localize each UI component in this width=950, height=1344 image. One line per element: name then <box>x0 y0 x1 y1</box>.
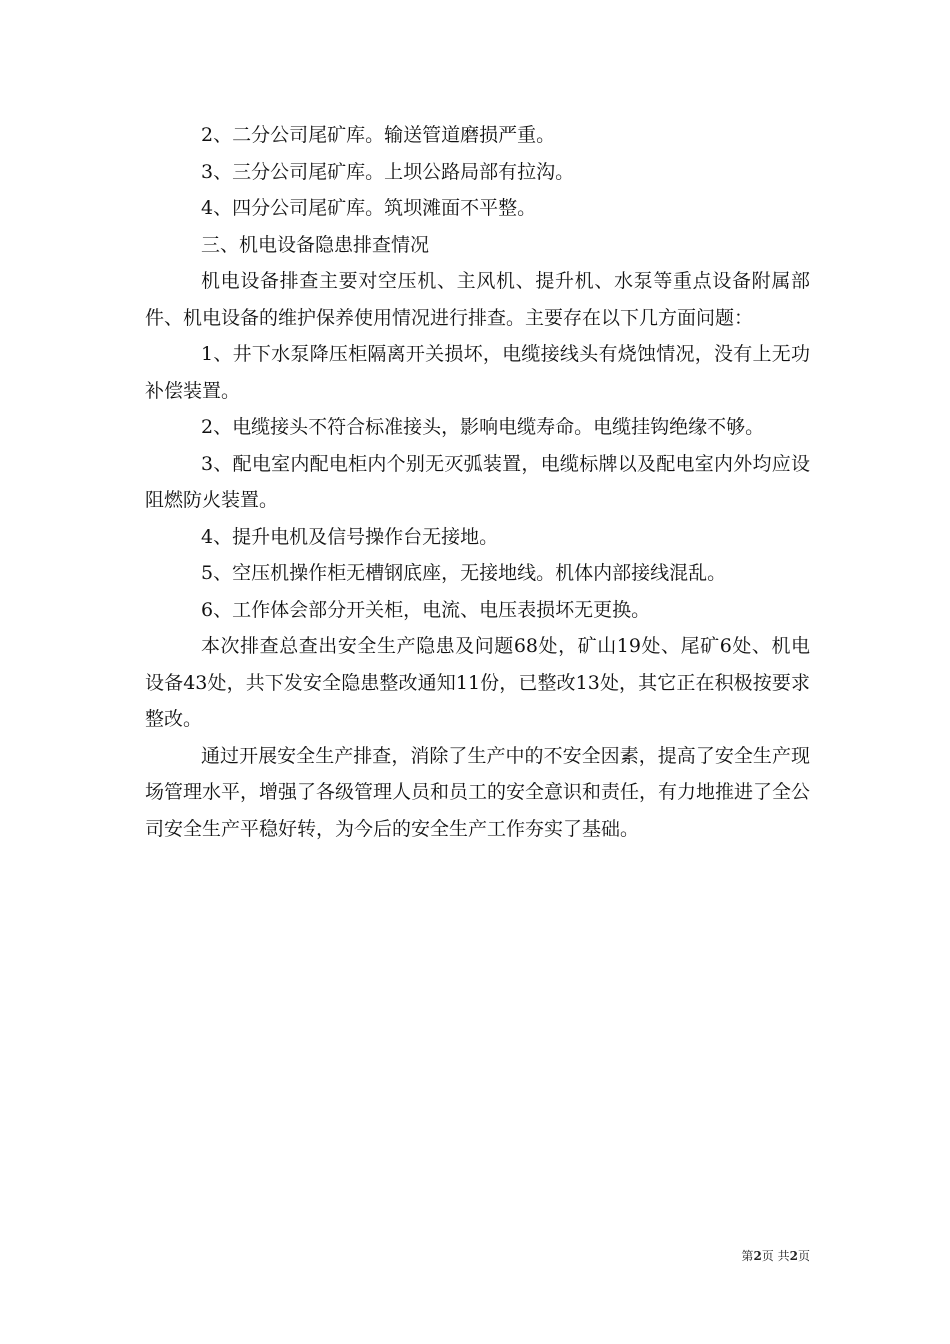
issue-item-6: 6、工作体会部分开关柜，电流、电压表损坏无更换。 <box>201 598 651 621</box>
footer-middle: 页 共 <box>761 1249 790 1263</box>
issue-item-4: 4、提升电机及信号操作台无接地。 <box>201 525 499 548</box>
footer-prefix: 第 <box>741 1249 754 1263</box>
tailings-item-3: 3、三分公司尾矿库。上坝公路局部有拉沟。 <box>201 160 575 183</box>
conclusion-paragraph: 通过开展安全生产排查，消除了生产中的不安全因素，提高了安全生产现场管理水平，增强了各级管理人员和员工的安全意识和责任，有力地推进了全公司安全生产平稳好转，为今后的安全生产工作夯实了基础。 <box>145 744 811 840</box>
tailings-item-4: 4、四分公司尾矿库。筑坝滩面不平整。 <box>201 197 537 219</box>
issue-item-1: 1、井下水泵降压柜隔离开关损坏，电缆接线头有烧蚀情况，没有上无功补偿装置。 <box>145 343 810 402</box>
section-heading: 三、机电设备隐患排查情况 <box>201 233 430 256</box>
current-page-number: 2 <box>753 1249 762 1263</box>
footer-suffix: 页 <box>797 1249 810 1263</box>
issue-item-2: 2、电缆接头不符合标准接头，影响电缆寿命。电缆挂钩绝缘不够。 <box>201 416 765 438</box>
issue-item-3: 3、配电室内配电柜内个别无灭弧装置，电缆标牌以及配电室内外均应设阻燃防火装置。 <box>145 452 810 511</box>
summary-paragraph: 本次排查总查出安全生产隐患及问题68处，矿山19处、尾矿6处、机电设备43处，共下发安全隐患整改通知11份，已整改13处，其它正在积极按要求整改。 <box>145 635 810 730</box>
document-body <box>145 117 810 847</box>
issue-item-5: 5、空压机操作柜无槽钢底座，无接地线。机体内部接线混乱。 <box>201 562 727 584</box>
total-pages-number: 2 <box>789 1249 798 1263</box>
section-intro: 机电设备排查主要对空压机、主风机、提升机、水泵等重点设备附属部件、机电设备的维护保养使用情况进行排查。主要存在以下几方面问题： <box>145 270 810 329</box>
tailings-item-2: 2、二分公司尾矿库。输送管道磨损严重。 <box>201 124 556 146</box>
page-number-footer <box>700 1247 810 1264</box>
